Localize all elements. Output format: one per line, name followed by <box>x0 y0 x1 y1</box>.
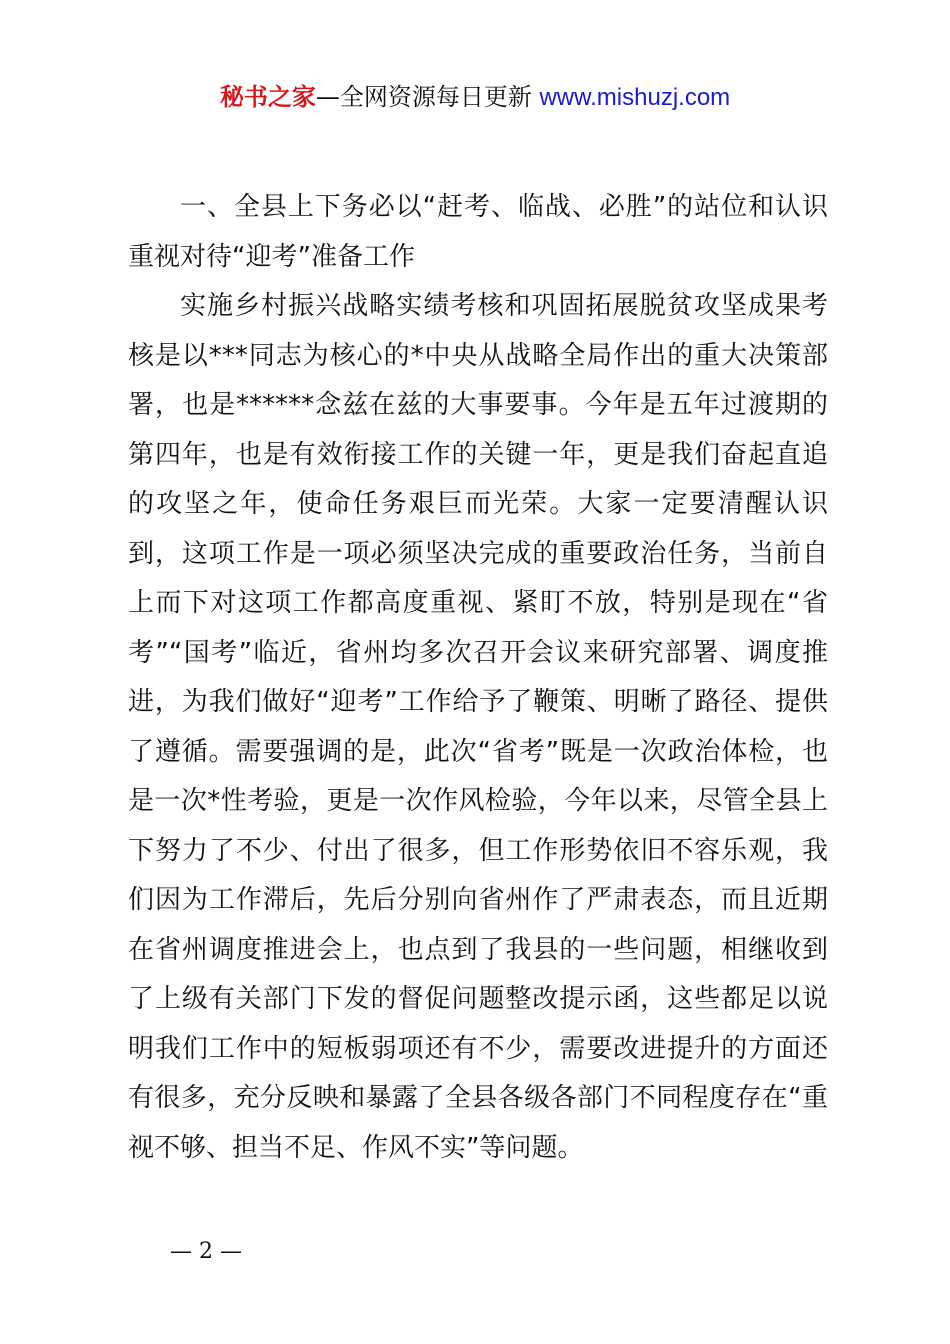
site-url-link[interactable]: www.mishuzj.com <box>539 84 731 111</box>
site-header <box>0 80 950 115</box>
body-paragraph: 实施乡村振兴战略实绩考核和巩固拓展脱贫攻坚成果考核是以***同志为核心的*中央从战略全局作出的重大决策部署，也是******念兹在兹的大事要事。今年是五年过渡期的第四年，也是有效衔接工作的关键一年，更是我们奋起直追的攻坚之年，使命任务艰巨而光荣。大家一定要清醒认识到，这项工作是一项必须坚决完成的重要政治任务，当前自上而下对这项工作都高度重视、紧盯不放，特别是现在“省考”“国考”临近，省州均多次召开会议来研究部署、调度推进，为我们做好“迎考”工作给予了鞭策、明晰了路径、提供了遵循。需要强调的是，此次“省考”既是一次政治体检，也是一次*性考验，更是一次作风检验，今年以来，尽管全县上下努力了不少、付出了很多，但工作形势依旧不容乐观，我们因为工作滞后，先后分别向省州作了严肃表态，而且近期在省州调度推进会上，也点到了我县的一些问题，相继收到了上级有关部门下发的督促问题整改提示函，这些都足以说明我们工作中的短板弱项还有不少，需要改进提升的方面还有很多，充分反映和暴露了全县各级各部门不同程度存在“重视不够、担当不足、作风不实”等问题。 <box>128 291 828 1163</box>
page-number: — 2 — <box>170 1239 242 1264</box>
document-body <box>128 183 828 1173</box>
site-tagline: —全网资源每日更新 <box>315 83 532 111</box>
section-heading: 一、全县上下务必以“赶考、临战、必胜”的站位和认识重视对待“迎考”准备工作 <box>128 192 828 272</box>
site-brand: 秘书之家 <box>219 83 316 111</box>
